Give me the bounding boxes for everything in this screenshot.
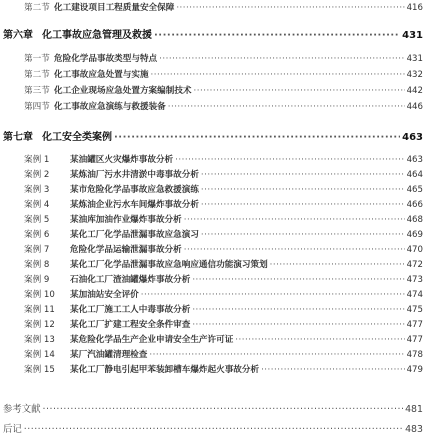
dot-leader [184,245,405,255]
page-number: 464 [406,170,423,180]
case-title: 某加油站安全评价 [70,290,139,300]
case-title: 某化工厂化学品泄漏事故应急演习 [70,230,199,240]
page-number: 473 [406,275,423,285]
case-title: 某炼油厂污水井清淤中毒事故分析 [70,170,199,180]
case-title: 某化工厂施工工人中毒事故分析 [70,305,191,315]
toc-case-row [24,243,423,255]
toc-section-row [24,100,423,112]
dot-leader [192,305,404,315]
section-title: 化工建设项目工程质量安全保障 [54,3,175,13]
page-number: 442 [406,86,423,96]
page-number: 472 [406,260,423,270]
page-number: 466 [406,200,423,210]
section-number: 第二节 [24,3,50,13]
case-number: 案例 14 [24,350,55,360]
section-title: 危险化学品事故类型与特点 [54,54,158,64]
page-number: 465 [406,185,423,195]
case-number: 案例 6 [24,230,50,240]
chapter-number: 第六章 [3,30,33,41]
section-number: 第三节 [24,86,50,96]
case-number: 案例 11 [24,305,55,315]
page-number: 463 [406,155,423,165]
case-title: 某化工厂化学品泄漏事故应急响应通信功能演习策划 [70,260,268,270]
toc-chapter-row [3,26,423,41]
toc-chapter-row [3,128,423,143]
section-number: 第四节 [24,102,50,112]
toc-section-row [24,52,423,64]
dot-leader [201,185,405,195]
toc-case-row [24,333,423,345]
toc-case-row [24,213,423,225]
case-title: 危险化学品运输泄漏事故分析 [70,245,182,255]
case-title: 某化工厂静电引起甲苯装卸槽车爆炸起火事故分析 [70,365,260,375]
toc-back-matter-row [3,401,423,415]
dot-leader [176,3,404,13]
section-title: 化工事故应急演练与救援装备 [54,102,166,112]
dot-leader [201,230,405,240]
toc-case-row [24,348,423,360]
case-number: 案例 7 [24,245,50,255]
section-number: 第一节 [24,54,50,64]
dot-leader [261,365,405,375]
toc-back-matter-row [3,421,423,435]
dot-leader [114,132,400,143]
toc-case-row [24,198,423,210]
case-number: 案例 15 [24,365,55,375]
section-title: 化工企业现场应急处置方案编制技术 [54,86,192,96]
page-number: 446 [406,102,423,112]
page-number: 468 [406,215,423,225]
toc-case-row [24,168,423,180]
references-title: 参考文献 [3,404,41,415]
case-title: 某油罐区火灾爆炸事故分析 [70,155,174,165]
page-number: 477 [406,320,423,330]
afterword-title: 后记 [3,424,22,435]
dot-leader [270,260,405,270]
case-number: 案例 2 [24,170,50,180]
page-number: 483 [405,424,423,435]
toc-case-row [24,183,423,195]
case-title: 某油库加油作业爆炸事故分析 [70,215,182,225]
case-title: 某危险化学品生产企业申请安全生产许可证 [70,335,234,345]
page-number: 432 [406,70,423,80]
toc-case-row [24,318,423,330]
page-number: 481 [405,404,423,415]
page-number: 479 [406,365,423,375]
dot-leader [168,102,405,112]
dot-leader [201,200,405,210]
dot-leader [141,290,405,300]
dot-leader [43,404,404,415]
case-number: 案例 3 [24,185,50,195]
case-number: 案例 13 [24,335,55,345]
dot-leader [184,215,405,225]
page-number: 475 [406,305,423,315]
toc-section-row [24,68,423,80]
chapter-title: 化工事故应急管理及救援 [42,30,152,41]
dot-leader [151,70,405,80]
dot-leader [201,170,405,180]
dot-leader [149,350,404,360]
case-number: 案例 5 [24,215,50,225]
dot-leader [235,335,404,345]
page-number: 469 [406,230,423,240]
page-number: 431 [406,54,423,64]
toc-section-row [24,84,423,96]
page-number: 463 [402,132,423,143]
dot-leader [192,320,404,330]
case-number: 案例 9 [24,275,50,285]
section-number: 第二节 [24,70,50,80]
toc-section-row [24,1,423,13]
case-number: 案例 8 [24,260,50,270]
dot-leader [194,86,405,96]
case-number: 案例 10 [24,290,55,300]
toc-case-row [24,288,423,300]
case-title: 某炼油企业污水车间爆炸事故分析 [70,200,199,210]
case-title: 某市危险化学品事故应急救援演练 [70,185,199,195]
dot-leader [175,155,404,165]
chapter-title: 化工安全类案例 [42,132,112,143]
case-title: 某化工厂扩建工程安全条件审查 [70,320,191,330]
page-number: 477 [406,335,423,345]
chapter-number: 第七章 [3,132,33,143]
toc-case-row [24,228,423,240]
page-number: 478 [406,350,423,360]
toc-case-row [24,153,423,165]
dot-leader [159,54,404,64]
dot-leader [24,424,403,435]
page-number: 431 [402,30,423,41]
case-number: 案例 4 [24,200,50,210]
page-number: 470 [406,245,423,255]
toc-case-row [24,303,423,315]
section-title: 化工事故应急处置与实施 [54,70,149,80]
toc-case-row [24,273,423,285]
case-number: 案例 1 [24,155,50,165]
case-title: 某厂汽油罐清理检查 [70,350,148,360]
dot-leader [154,30,400,41]
case-title: 石油化工厂渣油罐爆炸事故分析 [70,275,191,285]
dot-leader [192,275,404,285]
toc-case-row [24,363,423,375]
page-number: 474 [406,290,423,300]
case-number: 案例 12 [24,320,55,330]
page-number: 416 [406,3,423,13]
toc-case-row [24,258,423,270]
